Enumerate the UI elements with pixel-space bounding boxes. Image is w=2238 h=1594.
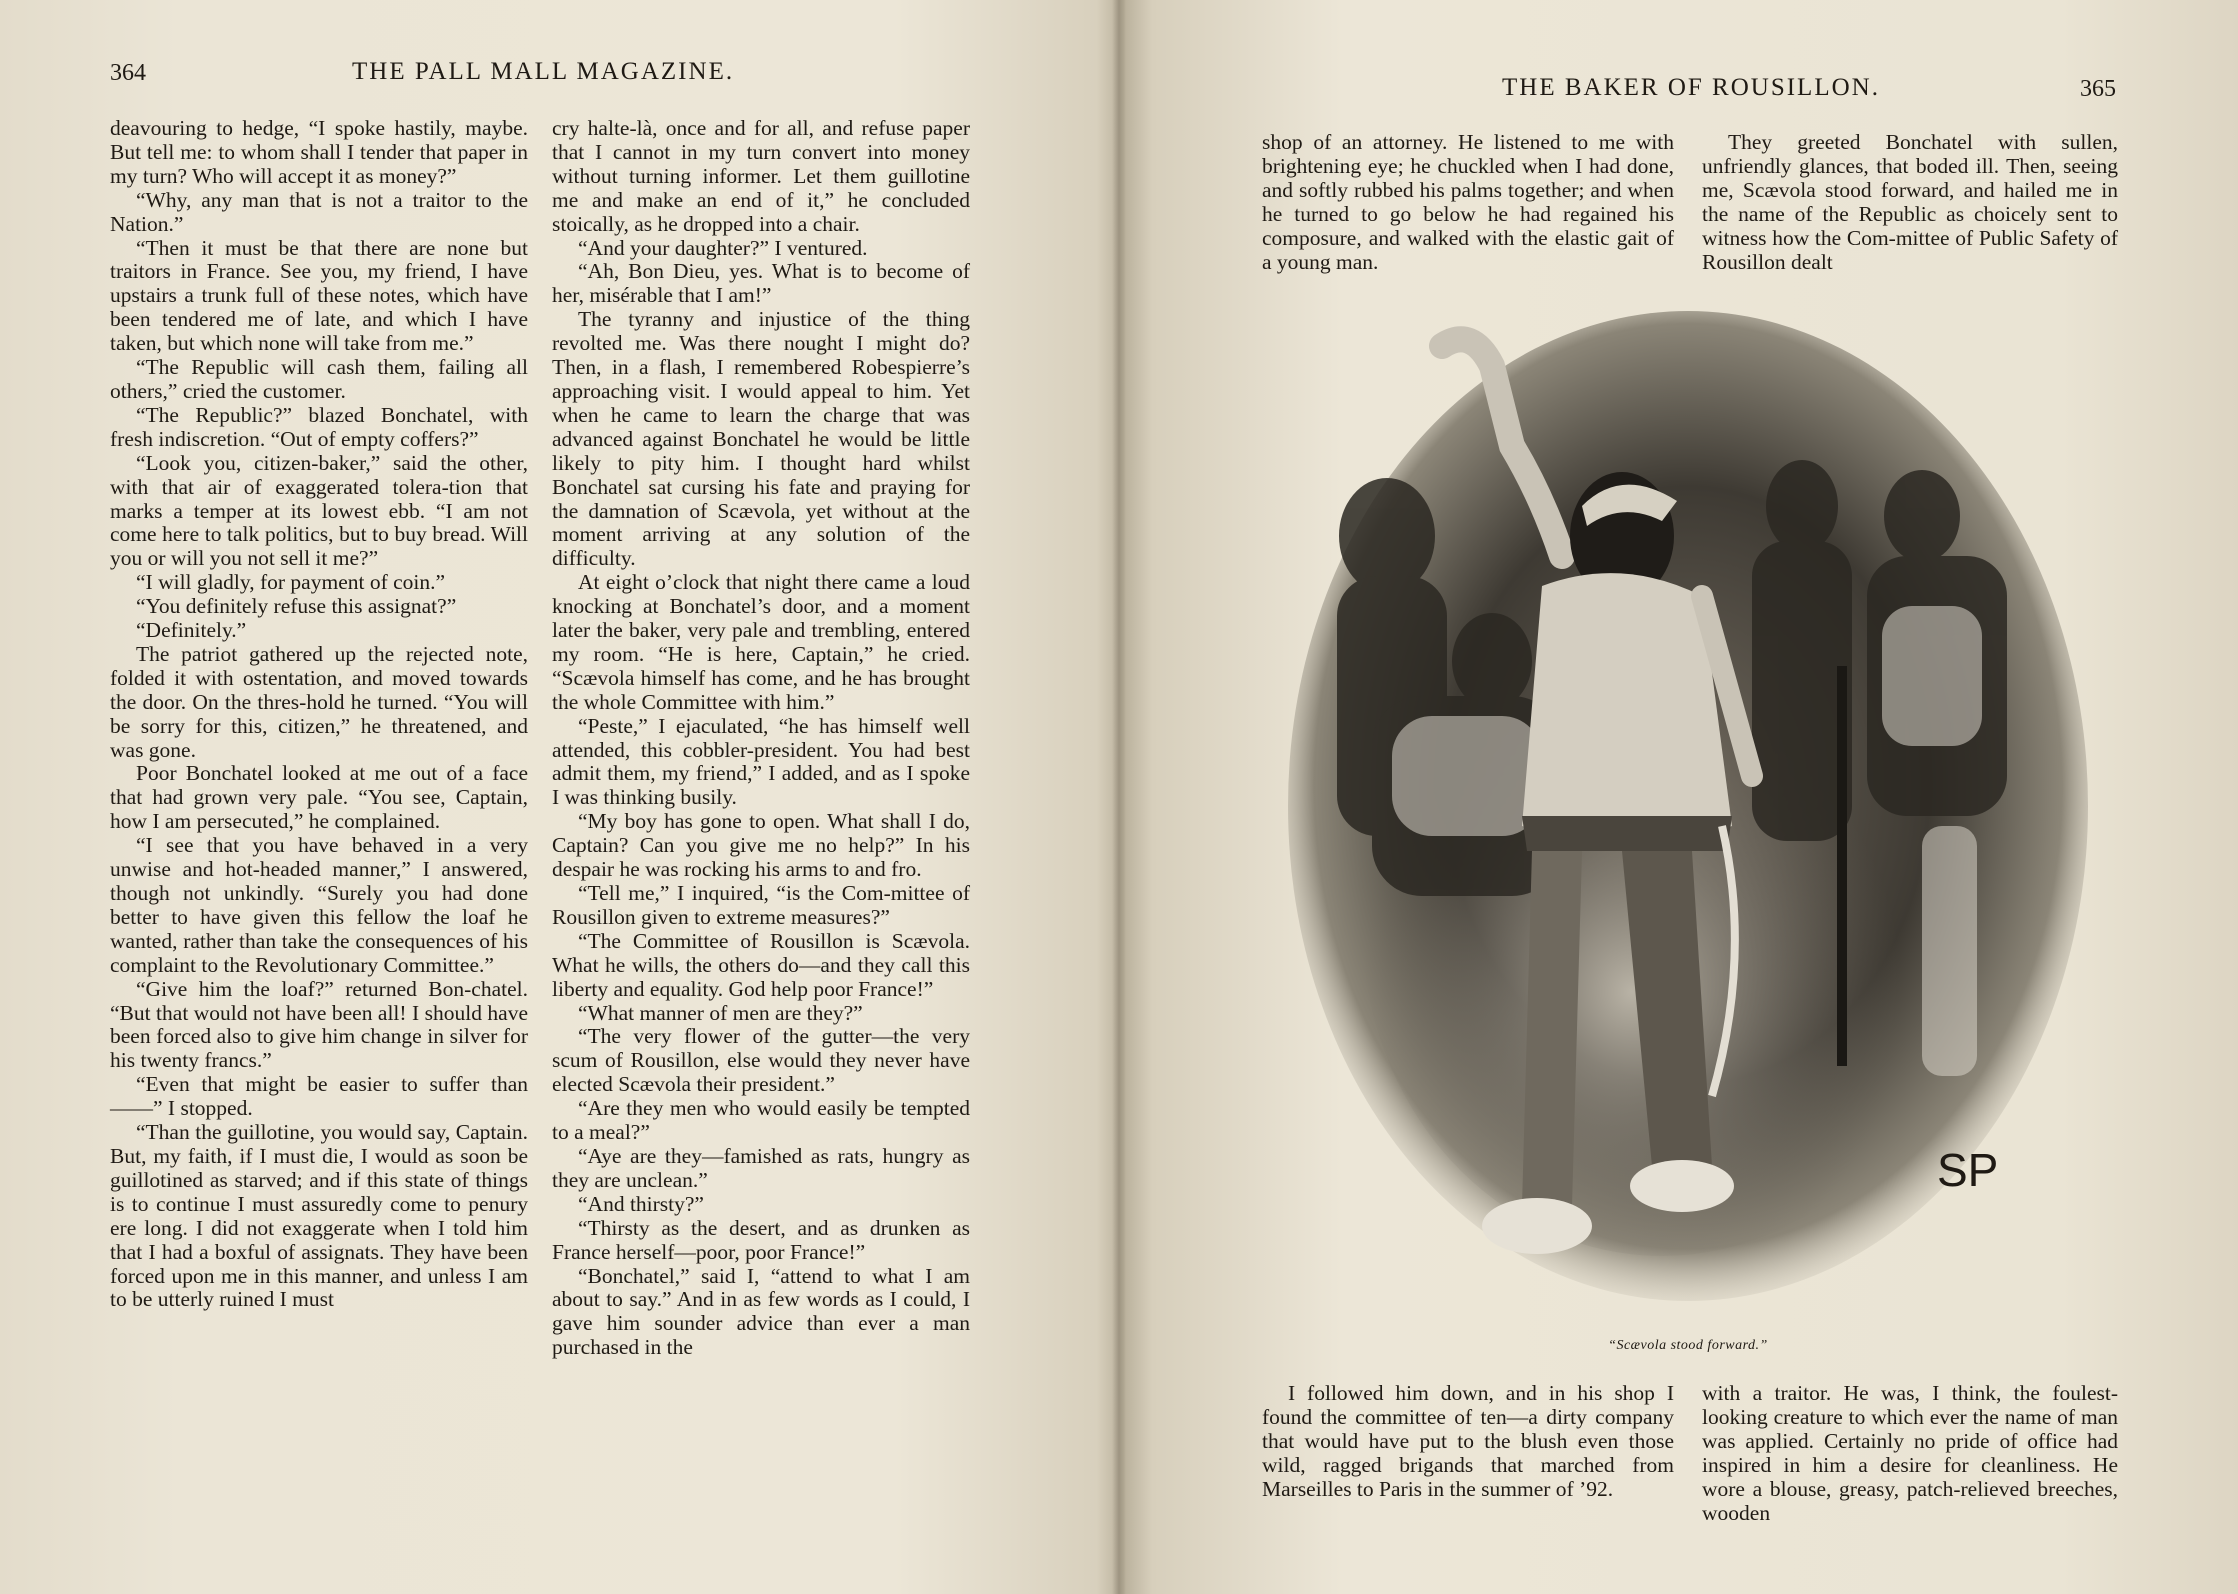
paragraph: “Bonchatel,” said I, “attend to what I am about to say.” And in as few words as I could, I gave him sounder advice than ever a man purchased in the (552, 1263, 970, 1360)
illustration-signature: SP (1937, 1144, 1999, 1196)
right-page-number: 365 (2080, 76, 2116, 102)
paragraph: “The Republic will cash them, failing all others,” cried the customer. (110, 355, 528, 403)
paragraph: shop of an attorney. He listened to me with brightening eye; he chuckled when I had done, and softly rubbed his palms together; and when he turned to go below he had regained his composure, and walked with the elastic gait of a young man. (1262, 130, 1674, 274)
paragraph: “Ah, Bon Dieu, yes. What is to become of her, misérable that I am!” (552, 259, 970, 308)
paragraph: “Look you, citizen-baker,” said the other, with that air of exaggerated tolera-tion that marks a temper at its lowest ebb. “I am not come here to talk politics, but to buy bread. Will you or will you not sell it me?” (110, 450, 528, 571)
paragraph: “The Republic?” blazed Bonchatel, with fresh indiscretion. “Out of empty coffers?” (110, 402, 528, 451)
paragraph: “The very flower of the gutter—the very scum of Rousillon, else would they never have elected Scævola their president.” (552, 1024, 970, 1097)
paragraph: The tyranny and injustice of the thing revolted me. Was there nought I might do? Then, in a flash, I remembered Robespierre’s approaching visit. I would appeal to him. Yet when he came to learn the charge that was advanced against Bonchatel he would be little likely to pity him. I thought hard whilst Bonchatel sat cursing his fate and praying for the damnation of Scævola, yet without at the moment arriving at any solution of the difficulty. (552, 307, 970, 571)
paragraph: “My boy has gone to open. What shall I do, Captain? Can you give me no help?” In his despair he was rocking his arms to and fro. (552, 809, 970, 882)
right-top-column-1 (1262, 131, 1674, 274)
paragraph: The patriot gathered up the rejected note, folded it with ostentation, and moved towards the door. On the thres-hold he turned. “You will be sorry for this, citizen,” he threatened, and was gone. (110, 641, 528, 762)
paragraph: “I will gladly, for payment of coin.” (136, 570, 446, 595)
right-running-head: THE BAKER OF ROUSILLON. (1502, 74, 1880, 101)
paragraph: “Tell me,” I inquired, “is the Com-mittee of Rousillon given to extreme measures?” (552, 881, 970, 929)
engraving-illustration-icon (1282, 306, 2094, 1310)
left-page-number: 364 (110, 60, 146, 86)
paragraph: “Even that might be easier to suffer than——” I stopped. (110, 1072, 528, 1121)
paragraph: “Definitely.” (136, 618, 247, 643)
paragraph: “Aye are they—famished as rats, hungry as they are unclean.” (552, 1143, 970, 1192)
paragraph: “And thirsty?” (578, 1191, 704, 1216)
right-bottom-column-1 (1262, 1382, 1674, 1502)
paragraph: “You definitely refuse this assignat?” (136, 594, 457, 619)
paragraph: “Than the guillotine, you would say, Captain. But, my faith, if I must die, I would as soon be guillotined as starved; and if this state of things is to continue I must assuredly come to penury ere long. I did not exaggerate when I told him that I had a boxful of assignats. They have been forced upon me in this manner, and unless I am to be utterly ruined I must (110, 1120, 528, 1312)
paragraph: “Thirsty as the desert, and as drunken as France herself—poor, poor France!” (552, 1215, 970, 1264)
paragraph: Poor Bonchatel looked at me out of a face that had grown very pale. “You see, Captain, how I am persecuted,” he complained. (110, 761, 528, 834)
left-column-1 (110, 117, 528, 1312)
paragraph: “Give him the loaf?” returned Bon-chatel. “But that would not have been all! I should have been forced also to give him change in silver for his twenty francs.” (110, 976, 528, 1073)
right-top-column-2 (1702, 131, 2118, 274)
book-gutter (1112, 0, 1126, 1594)
paragraph: “Then it must be that there are none but traitors in France. See you, my friend, I have upstairs a trunk full of these notes, which have been tendered me of late, and which I have taken, but which none will take from me.” (110, 235, 528, 356)
paragraph: with a traitor. He was, I think, the foulest-looking creature to which ever the name of man was applied. Certainly no pride of office had inspired in him a desire for cleanliness. He wore a blouse, greasy, patch-relieved breeches, wooden (1702, 1381, 2118, 1525)
paragraph: “Are they men who would easily be tempted to a meal?” (552, 1096, 970, 1145)
paragraph: “I see that you have behaved in a very unwise and hot-headed manner,” I answered, though not unkindly. “Surely you had done better to have given this fellow the loaf he wanted, rather than take the consequences of his complaint to the Revolutionary Committee.” (110, 833, 528, 977)
paragraph: They greeted Bonchatel with sullen, unfriendly glances, that boded ill. Then, seeing me, Scævola stood forward, and hailed me in the name of the Republic as choicely sent to witness how the Com-mittee of Public Safety of Rousillon dealt (1702, 130, 2118, 274)
paragraph: “Why, any man that is not a traitor to the Nation.” (110, 187, 528, 236)
paragraph: cry halte-là, once and for all, and refuse paper that I cannot in my turn convert into money without turning informer. Let them guillotine me and make an end of it,” he concluded stoically, as he dropped into a chair. (552, 116, 970, 236)
right-bottom-column-2 (1702, 1382, 2118, 1525)
paragraph: “What manner of men are they?” (578, 1000, 863, 1025)
paragraph: “Peste,” I ejaculated, “he has himself well attended, this cobbler-president. You had best admit them, my friend,” I added, and as I spoke I was thinking busily. (552, 713, 970, 810)
paragraph: “And your daughter?” I ventured. (578, 235, 868, 260)
paragraph: “The Committee of Rousillon is Scævola. What he wills, the others do—and they call this liberty and equality. God help poor France!” (552, 928, 970, 1001)
illustration-caption: “Scævola stood forward.” (1608, 1338, 1768, 1353)
paragraph: At eight o’clock that night there came a loud knocking at Bonchatel’s door, and a moment later the baker, very pale and trembling, entered my room. “He is here, Captain,” he cried. “Scævola himself has come, and he has brought the whole Committee with him.” (552, 570, 970, 714)
left-running-head: THE PALL MALL MAGAZINE. (352, 58, 735, 85)
left-column-2 (552, 117, 970, 1360)
paragraph: deavouring to hedge, “I spoke hastily, maybe. But tell me: to whom shall I tender that paper in my turn? Who will accept it as money?” (110, 116, 528, 188)
paragraph: I followed him down, and in his shop I found the committee of ten—a dirty company that would have put to the blush even those wild, ragged brigands that marched from Marseilles to Paris in the summer of ’92. (1262, 1381, 1674, 1501)
